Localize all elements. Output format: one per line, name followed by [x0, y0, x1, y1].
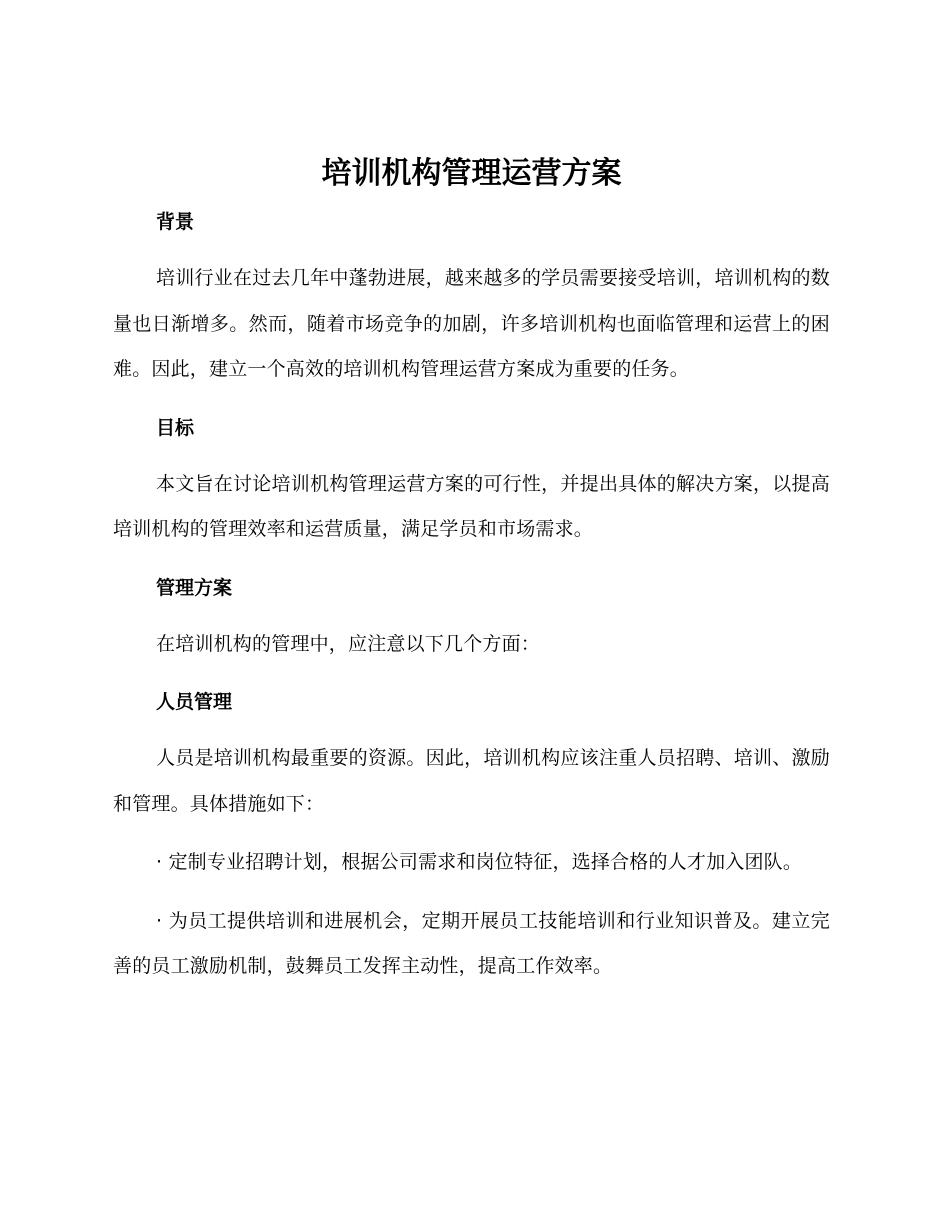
section-heading-management: 管理方案: [156, 576, 233, 599]
section-heading-personnel: 人员管理: [156, 691, 233, 713]
document-title: 培训机构管理运营方案: [321, 156, 622, 191]
section-heading-goal: 目标: [156, 416, 195, 439]
paragraph-background: 培训行业在过去几年中蓬勃进展，越来越多的学员需要接受培训，培训机构的数量也日渐增多。然而，随着市场竞争的加剧，许多培训机构也面临管理和运营上的困难。因此，建立一个高效的培训机构管理运营方案成为重要的任务。: [113, 267, 830, 380]
section-heading-background: 背景: [156, 211, 195, 233]
bullet-item-training: · 为员工提供培训和进展机会，定期开展员工技能培训和行业知识普及。建立完善的员工激励机制，鼓舞员工发挥主动性，提高工作效率。: [113, 909, 830, 977]
document-content: [113, 148, 830, 990]
paragraph-goal: 本文旨在讨论培训机构管理运营方案的可行性，并提出具体的解决方案，以提高培训机构的管理效率和运营质量，满足学员和市场需求。: [113, 472, 830, 540]
paragraph-personnel: 人员是培训机构最重要的资源。因此，培训机构应该注重人员招聘、培训、激励和管理。具体措施如下：: [113, 747, 830, 815]
bullet-item-recruitment: · 定制专业招聘计划，根据公司需求和岗位特征，选择合格的人才加入团队。: [156, 851, 803, 873]
paragraph-management: 在培训机构的管理中，应注意以下几个方面：: [156, 632, 541, 655]
